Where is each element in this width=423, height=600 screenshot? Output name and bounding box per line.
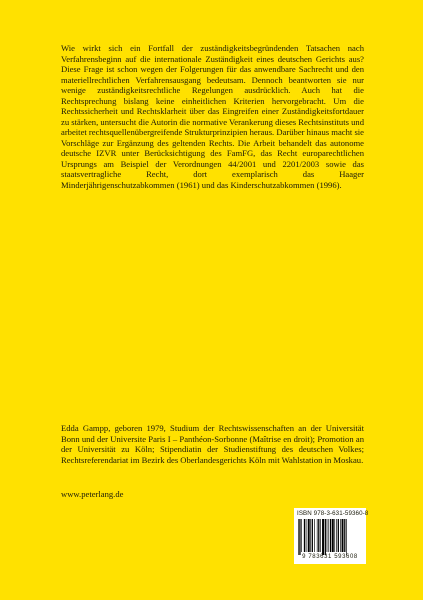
barcode-bar xyxy=(320,519,321,552)
barcode-bar xyxy=(306,519,307,552)
barcode-bar xyxy=(332,519,334,552)
barcode-bar xyxy=(342,519,344,552)
barcode-bar xyxy=(334,519,335,552)
barcode-bar xyxy=(301,519,302,552)
barcode-bar xyxy=(312,519,313,552)
barcode-bar xyxy=(327,519,328,552)
barcode-bar xyxy=(336,519,337,552)
publisher-url[interactable]: www.peterlang.de xyxy=(61,489,124,499)
barcode-digits: 9 783631 593608 xyxy=(302,554,358,560)
isbn-barcode-block xyxy=(294,508,369,564)
barcode-bar xyxy=(325,519,326,555)
barcode-bar xyxy=(322,519,324,555)
barcode-bar xyxy=(308,519,310,552)
barcode-bar xyxy=(298,519,299,555)
barcode-icon xyxy=(297,519,363,555)
barcode-bar xyxy=(344,519,345,552)
barcode-bar xyxy=(310,519,311,552)
barcode-bar xyxy=(340,519,341,552)
author-bio: Edda Gampp, geboren 1979, Studium der Rechtswissenschaften an der Universität Bonn und der Universite Paris I – Panthéon-Sorbonne (Maîtrise en droit); Promotion an der Universität zu Köln; Stipendiatin der Studienstiftung des deutschen Volkes; Rechtsreferendariat im Bezirk des Oberlandesgerichts Köln mit Wahlstation in Moskau. xyxy=(61,423,364,465)
barcode-bar xyxy=(338,519,339,552)
barcode-bar xyxy=(304,519,305,552)
barcode-bar xyxy=(299,519,300,555)
barcode-bar xyxy=(318,519,319,552)
isbn-label: ISBN 978-3-631-59360-8 xyxy=(297,510,369,517)
barcode-bar xyxy=(314,519,315,552)
barcode-bar xyxy=(328,519,329,552)
barcode-bar xyxy=(346,519,347,555)
barcode-bar xyxy=(330,519,331,552)
blurb-paragraph: Wie wirkt sich ein Fortfall der zuständigkeitsbegründenden Tatsachen nach Verfahrensbeginn auf die internationale Zuständigkeit eines deutschen Gerichts aus? Diese Frage ist schon wegen der Folgerungen für das anwendbare Sachrecht und den materiellrechtlichen Verfahrensausgang bedeutsam. Dennoch beantworten sie nur wenige zuständigkeitsrechtliche Regelungen ausdrücklich. Auch hat die Rechtsprechung bislang keine einheitlichen Kriterien hervorgebracht. Um die Rechtssicherheit und Rechtsklarheit über das Eingreifen einer Zuständigkeitsfortdauer zu stärken, untersucht die Autorin die normative Verankerung dieses Rechtsinstituts und arbeitet rechtsquellenübergreifende Strukturprinzipien heraus. Darüber hinaus macht sie Vorschläge zur Ergänzung des geltenden Rechts. Die Arbeit behandelt das autonome deutsche IZVR unter Berücksichtigung des FamFG, das Recht europarechtlichen Ursprungs am Beispiel der Verordnungen 44/2001 und 2201/2003 sowie das staatsvertragliche Recht, dort exemplarisch das Haager Minderjährigenschutzabkommen (1961) und das Kinderschutzabkommen (1996). xyxy=(61,43,364,190)
barcode-bar xyxy=(317,519,318,552)
